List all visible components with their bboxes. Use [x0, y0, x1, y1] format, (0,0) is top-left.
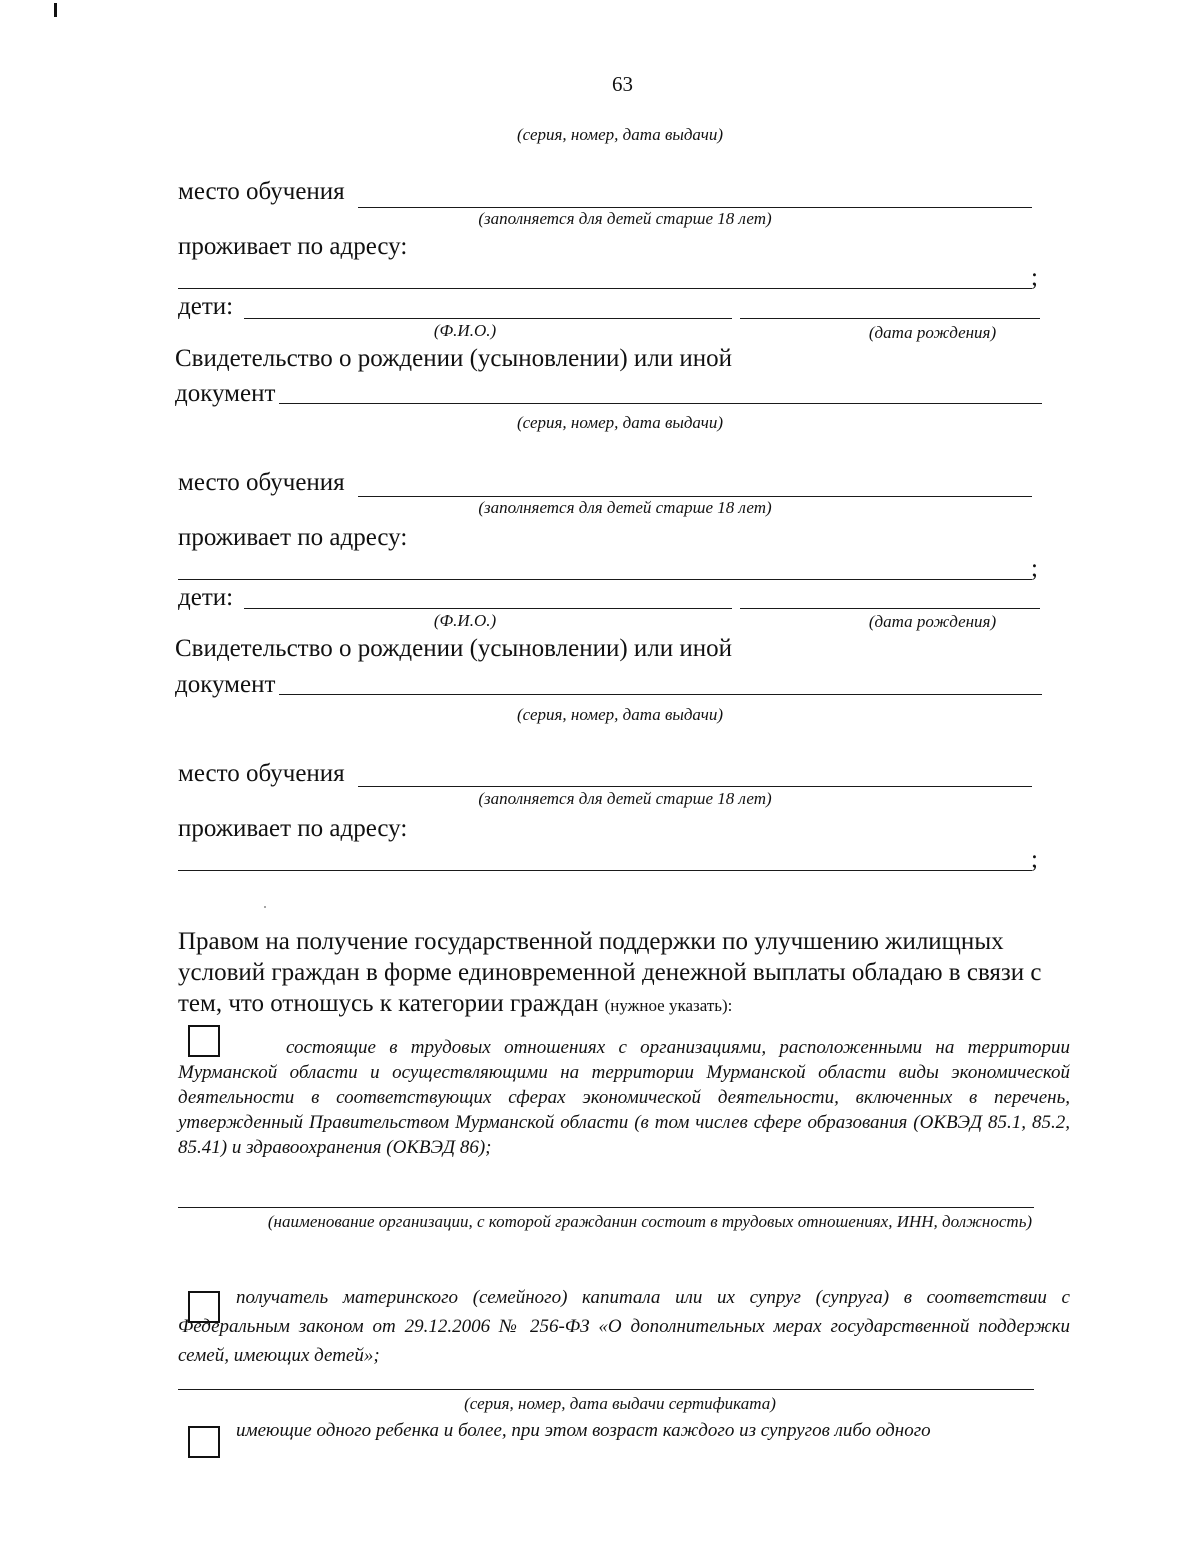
right-statement-hint: (нужное указать): — [604, 996, 733, 1015]
option-1-text: состоящие в трудовых отношениях с организациями, расположенными на территории Мурманской области и осуществляющими на территории Мурманской области виды экономической деятельности в соответствующих сферах экономической деятельности, включенных в перечень, утвержденный Правительством Мурманской области (в том числев сфере образования (ОКВЭД 85.1, 85.2, 85.41) и здравоохранения (ОКВЭД 86); — [178, 1037, 1070, 1158]
option-1-line[interactable] — [178, 1207, 1034, 1208]
study-place-label-3: место обучения — [178, 760, 345, 787]
option-3-text: имеющие одного ребенка и более, при этом возраст каждого из супругов либо одного — [236, 1420, 931, 1441]
right-statement-text: Правом на получение государственной поддержки по улучшению жилищных условий граждан в форме единовременной денежной выплаты обладаю в связи с тем, что отношусь к категории граждан — [178, 928, 1042, 1017]
fio-caption-2: (Ф.И.О.) — [433, 321, 497, 340]
top-caption: (серия, номер, дата выдачи) — [517, 125, 723, 144]
address-label-1: проживает по адресу: — [178, 233, 408, 260]
doc-caption-3: (серия, номер, дата выдачи) — [517, 705, 723, 724]
document-label-3: документ — [175, 671, 276, 698]
certificate-label-2: Свидетельство о рождении (усыновлении) или иной — [175, 345, 733, 372]
child-fio-line-2[interactable] — [244, 318, 732, 319]
option-2-line[interactable] — [178, 1389, 1034, 1390]
page-number: 63 — [612, 72, 633, 96]
address-semicolon-2: ; — [1031, 555, 1038, 582]
birth-caption-2: (дата рождения) — [868, 323, 997, 342]
address-line-2[interactable] — [178, 579, 1032, 580]
fio-caption-3: (Ф.И.О.) — [433, 611, 497, 630]
address-semicolon-1: ; — [1031, 264, 1038, 291]
children-label-3: дети: — [178, 584, 234, 611]
right-statement — [178, 926, 1078, 1021]
study-place-label-2: место обучения — [178, 469, 345, 496]
option-2-caption: (серия, номер, дата выдачи сертификата) — [464, 1394, 776, 1413]
birth-caption-3: (дата рождения) — [868, 612, 997, 631]
document-line-3[interactable] — [279, 694, 1042, 695]
scan-mark — [54, 3, 57, 17]
study-place-line-3[interactable] — [358, 786, 1032, 787]
document-label-2: документ — [175, 380, 276, 407]
certificate-label-3: Свидетельство о рождении (усыновлении) или иной — [175, 635, 733, 662]
address-line-3[interactable] — [178, 870, 1032, 871]
option-1-caption: (наименование организации, с которой гражданин состоит в трудовых отношениях, ИНН, должность) — [267, 1212, 1033, 1231]
document-line-2[interactable] — [279, 403, 1042, 404]
study-place-line-1[interactable] — [358, 207, 1032, 208]
study-place-hint-2: (заполняется для детей старше 18 лет) — [478, 498, 772, 517]
option-2-text: получатель материнского (семейного) капитала или их супруг (супруга) в соответствии с Федеральным законом от 29.12.2006 № 256-ФЗ «О дополнительных мерах государственной поддержки семей, имеющих детей»; — [178, 1287, 1070, 1366]
child-fio-line-3[interactable] — [244, 608, 732, 609]
scan-speck — [264, 906, 266, 908]
address-label-2: проживает по адресу: — [178, 524, 408, 551]
doc-caption-2: (серия, номер, дата выдачи) — [517, 413, 723, 432]
option-3-checkbox[interactable] — [188, 1426, 220, 1458]
children-label-2: дети: — [178, 293, 234, 320]
study-place-line-2[interactable] — [358, 496, 1032, 497]
address-semicolon-3: ; — [1031, 846, 1038, 873]
address-label-3: проживает по адресу: — [178, 815, 408, 842]
child-birth-line-2[interactable] — [740, 318, 1040, 319]
study-place-hint-1: (заполняется для детей старше 18 лет) — [478, 209, 772, 228]
study-place-label-1: место обучения — [178, 178, 345, 205]
study-place-hint-3: (заполняется для детей старше 18 лет) — [478, 789, 772, 808]
child-birth-line-3[interactable] — [740, 608, 1040, 609]
address-line-1[interactable] — [178, 288, 1032, 289]
